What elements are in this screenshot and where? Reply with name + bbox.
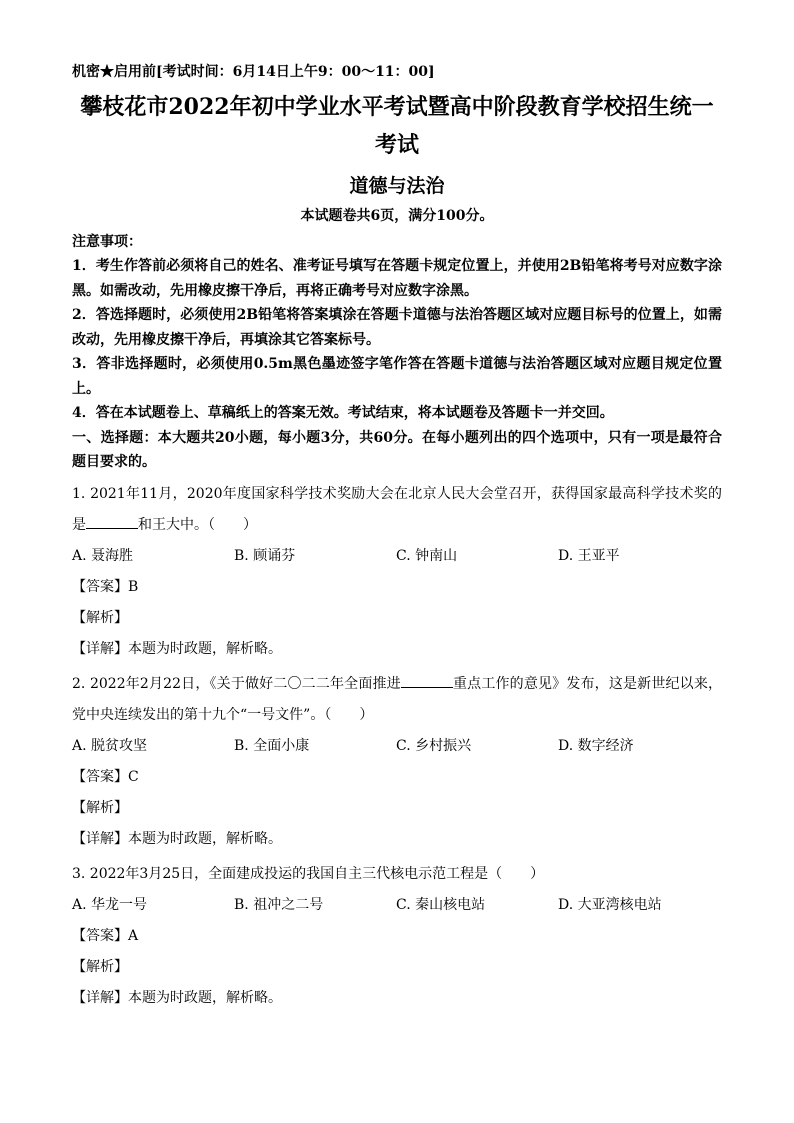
stem-text: 重点工作的意见》发布，这是新世纪以来，党中央连续发出的第十九个“一号文件”。（ ） <box>72 675 722 723</box>
detail-text: 【详解】本题为时政题，解析略。 <box>72 640 282 657</box>
question-stem <box>72 669 722 731</box>
question-stem <box>72 479 722 541</box>
subject-title: 道德与法治 <box>349 175 445 197</box>
stem-text: 和王大中。（ ） <box>138 516 257 533</box>
notice-item-3: 3．答非选择题时，必须使用0.5m黑色墨迹签字笔作答在答题卡道德与法治答题区域对应题目规定位置上。 <box>72 356 722 397</box>
analysis-label: 【解析】 <box>72 799 128 816</box>
exam-page <box>72 60 722 1014</box>
fill-blank <box>86 514 138 529</box>
options-row <box>72 731 722 762</box>
option-b: B. 祖冲之二号 <box>234 896 324 913</box>
fill-blank <box>401 673 453 688</box>
notice-item-1: 1．考生作答前必须将自己的姓名、准考证号填写在答题卡规定位置上，并使用2B铅笔将考号对应数字涂黑。如需改动，先用橡皮擦干净后，再将正确考号对应数字涂黑。 <box>72 258 722 299</box>
notice-item-2: 2．答选择题时，必须使用2B铅笔将答案填涂在答题卡道德与法治答题区域对应题目标号的位置上，如需改动，先用橡皮擦干净后，再填涂其它答案标号。 <box>72 307 722 348</box>
question-2 <box>72 669 722 855</box>
stem-text: 1. 2021年11月，2020年度国家科学技术奖励大会在北京人民大会堂召开，获得国家最高科学技术奖的是 <box>72 485 722 533</box>
section-heading: 一、选择题：本大题共20小题，每小题3分，共60分。在每小题列出的四个选项中，只有一项是最符合题目要求的。 <box>72 429 722 470</box>
option-d: D. 数字经济 <box>558 737 634 754</box>
notice-item-4: 4．答在本试题卷上、草稿纸上的答案无效。考试结束，将本试题卷及答题卡一并交回。 <box>72 405 614 421</box>
confidential-header: 机密★启用前[考试时间：6月14日上午9：00～11：00] <box>72 64 435 80</box>
detail-text: 【详解】本题为时政题，解析略。 <box>72 830 282 847</box>
answer-label: 【答案】C <box>72 768 139 785</box>
option-c: C. 乡村振兴 <box>396 737 472 754</box>
options-row <box>72 541 722 572</box>
option-a: A. 华龙一号 <box>72 896 148 913</box>
options-row <box>72 890 722 921</box>
question-stem <box>72 859 722 890</box>
option-b: B. 顾诵芬 <box>234 547 296 564</box>
option-d: D. 王亚平 <box>558 547 620 564</box>
answer-label: 【答案】A <box>72 927 139 944</box>
notice-heading: 注意事项： <box>72 234 142 250</box>
question-1 <box>72 479 722 665</box>
question-3 <box>72 859 722 1014</box>
option-b: B. 全面小康 <box>234 737 310 754</box>
detail-text: 【详解】本题为时政题，解析略。 <box>72 989 282 1006</box>
stem-text: 2. 2022年2月22日，《关于做好二〇二二年全面推进 <box>72 675 401 692</box>
exam-title: 攀枝花市2022年初中学业水平考试暨高中阶段教育学校招生统一考试 <box>80 94 714 158</box>
analysis-label: 【解析】 <box>72 609 128 626</box>
stem-text: 3. 2022年3月25日，全面建成投运的我国自主三代核电示范工程是（ ） <box>72 865 545 882</box>
option-c: C. 秦山核电站 <box>396 896 486 913</box>
answer-label: 【答案】B <box>72 578 139 595</box>
option-d: D. 大亚湾核电站 <box>558 896 662 913</box>
option-a: A. 聂海胜 <box>72 547 134 564</box>
option-c: C. 钟南山 <box>396 547 458 564</box>
option-a: A. 脱贫攻坚 <box>72 737 148 754</box>
pages-note: 本试题卷共6页，满分100分。 <box>300 208 494 224</box>
analysis-label: 【解析】 <box>72 958 128 975</box>
